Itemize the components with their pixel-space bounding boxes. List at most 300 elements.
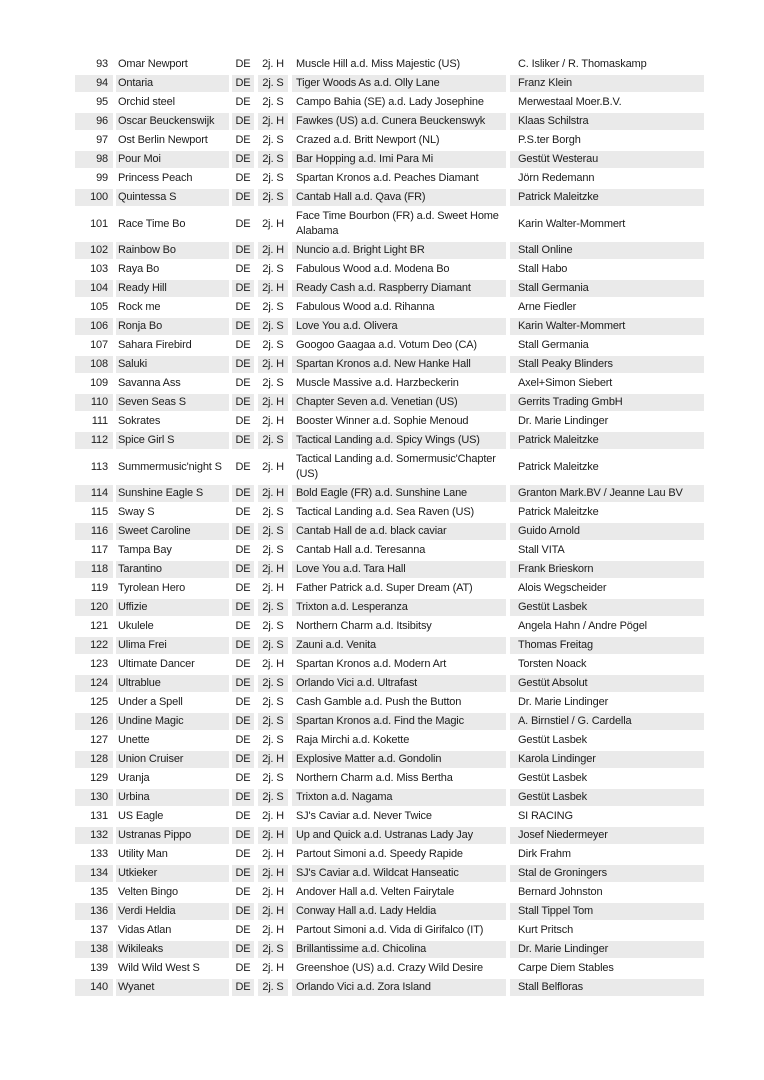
age-sex: 2j. S [258,75,288,92]
country-code: DE [235,263,251,275]
owner-breeder: Gestüt Lasbek [510,789,704,806]
country-code: DE [232,637,254,654]
age-sex: 2j. S [258,189,288,206]
horse-name: Ready Hill [116,280,229,297]
horse-name: Rainbow Bo [116,242,229,259]
row-number: 113 [90,460,108,473]
horse-name: Summermusic'night S [118,460,222,473]
pedigree: Bar Hopping a.d. Imi Para Mi [292,151,506,168]
row-number: 140 [75,979,113,996]
age-sex: 2j. H [258,561,288,578]
table-row [75,432,704,449]
row-number: 112 [75,432,113,449]
row-number: 130 [75,789,113,806]
pedigree: Up and Quick a.d. Ustranas Lady Jay [292,827,506,844]
table-row [75,413,704,430]
pedigree: Googoo Gaagaa a.d. Votum Deo (CA) [296,339,477,351]
owner-breeder: Patrick Maleitzke [518,506,599,518]
age-sex: 2j. H [262,460,284,473]
pedigree: Brillantissime a.d. Chicolina [292,941,506,958]
owner-breeder: Franz Klein [510,75,704,92]
horse-name: Utkieker [116,865,229,882]
pedigree: Crazed a.d. Britt Newport (NL) [296,134,440,146]
table-row [75,618,704,635]
owner-breeder: Bernard Johnston [518,886,603,898]
table-row [75,922,704,939]
pedigree: Tactical Landing a.d. Sea Raven (US) [296,506,475,518]
row-number: 121 [90,620,108,632]
country-code: DE [235,339,251,351]
country-code: DE [232,280,254,297]
row-number: 97 [96,134,108,146]
age-sex: 2j. S [258,713,288,730]
pedigree: Cantab Hall a.d. Qava (FR) [292,189,506,206]
age-sex: 2j. S [258,637,288,654]
horse-name: Sway S [118,506,155,518]
country-code: DE [235,962,251,974]
row-number: 94 [75,75,113,92]
owner-breeder: A. Birnstiel / G. Cardella [510,713,704,730]
owner-breeder: Stall Germania [510,280,704,297]
owner-breeder: Dr. Marie Lindinger [510,941,704,958]
pedigree: Fawkes (US) a.d. Cunera Beuckenswyk [292,113,506,130]
pedigree: Orlando Vici a.d. Ultrafast [292,675,506,692]
table-row [75,375,704,392]
country-code: DE [232,432,254,449]
pedigree: Zauni a.d. Venita [292,637,506,654]
pedigree: Spartan Kronos a.d. Peaches Diamant [296,172,479,184]
age-sex: 2j. H [262,886,284,898]
age-sex: 2j. S [258,151,288,168]
row-number: 117 [90,544,108,556]
table-row [75,770,704,787]
pedigree: Andover Hall a.d. Velten Fairytale [296,886,455,898]
table-row [75,865,704,882]
table-row [75,637,704,654]
owner-breeder: Carpe Diem Stables [518,962,614,974]
table-row [75,299,704,316]
row-number: 109 [90,377,108,389]
country-code: DE [232,941,254,958]
table-row [75,523,704,540]
row-number: 115 [90,506,108,518]
country-code: DE [235,582,251,594]
country-code: DE [235,217,251,230]
age-sex: 2j. S [258,675,288,692]
owner-breeder: Patrick Maleitzke [510,189,704,206]
age-sex: 2j. S [258,599,288,616]
pedigree: Cantab Hall a.d. Teresanna [296,544,426,556]
row-number: 120 [75,599,113,616]
horse-name: Ost Berlin Newport [118,134,208,146]
row-number: 133 [90,848,108,860]
age-sex: 2j. S [262,263,284,275]
horse-name: Undine Magic [116,713,229,730]
row-number: 128 [75,751,113,768]
table-row [75,884,704,901]
table-row [75,694,704,711]
age-sex: 2j. S [262,172,284,184]
age-sex: 2j. S [258,979,288,996]
pedigree: SJ's Caviar a.d. Wildcat Hanseatic [292,865,506,882]
country-code: DE [232,865,254,882]
age-sex: 2j. H [262,582,284,594]
table-row [75,94,704,111]
pedigree: Fabulous Wood a.d. Rihanna [296,301,435,313]
horse-name: Vidas Atlan [118,924,172,936]
table-row [75,132,704,149]
age-sex: 2j. H [258,865,288,882]
owner-breeder: Josef Niedermeyer [510,827,704,844]
row-number: 138 [75,941,113,958]
table-row [75,337,704,354]
pedigree: SJ's Caviar a.d. Never Twice [296,810,432,822]
pedigree: Father Patrick a.d. Super Dream (AT) [296,582,473,594]
horse-name: Omar Newport [118,58,188,70]
table-row [75,599,704,616]
pedigree: Spartan Kronos a.d. Find the Magic [292,713,506,730]
pedigree: Conway Hall a.d. Lady Heldia [292,903,506,920]
horse-name: Oscar Beuckenswijk [116,113,229,130]
horse-name: Ultimate Dancer [118,658,195,670]
table-row [75,394,704,411]
age-sex: 2j. H [262,217,284,230]
age-sex: 2j. S [258,523,288,540]
country-code: DE [232,713,254,730]
row-number: 105 [90,301,108,313]
table-row [75,261,704,278]
row-number: 101 [90,217,108,230]
horse-name: Wikileaks [116,941,229,958]
horse-name: Sokrates [118,415,161,427]
country-code: DE [232,561,254,578]
horse-name: Wyanet [116,979,229,996]
age-sex: 2j. S [258,941,288,958]
owner-breeder: Frank Brieskorn [510,561,704,578]
owner-breeder: Angela Hahn / Andre Pögel [518,620,647,632]
pedigree: Ready Cash a.d. Raspberry Diamant [292,280,506,297]
age-sex: 2j. S [262,772,284,784]
horse-name: Tampa Bay [118,544,172,556]
age-sex: 2j. H [262,924,284,936]
owner-breeder: Dr. Marie Lindinger [518,415,609,427]
country-code: DE [232,189,254,206]
horse-name: Wild Wild West S [118,962,200,974]
table-row [75,504,704,521]
row-number: 106 [75,318,113,335]
owner-breeder: Gestüt Absolut [510,675,704,692]
country-code: DE [232,485,254,502]
table-row [75,979,704,996]
country-code: DE [235,96,251,108]
horse-name: Quintessa S [116,189,229,206]
owner-breeder: Stall Habo [518,263,568,275]
age-sex: 2j. H [258,356,288,373]
pedigree: Tactical Landing a.d. Spicy Wings (US) [292,432,506,449]
country-code: DE [235,924,251,936]
table-row [75,580,704,597]
owner-breeder: Stall Belfloras [510,979,704,996]
country-code: DE [235,460,251,473]
horse-name: Under a Spell [118,696,183,708]
owner-breeder: Granton Mark.BV / Jeanne Lau BV [510,485,704,502]
pedigree: Chapter Seven a.d. Venetian (US) [292,394,506,411]
row-number: 136 [75,903,113,920]
pedigree: Northern Charm a.d. Itsibitsy [296,620,432,632]
age-sex: 2j. S [262,301,284,313]
horse-name: Tyrolean Hero [118,582,186,594]
owner-breeder: Alois Wegscheider [518,582,607,594]
row-number: 110 [75,394,113,411]
horse-name: Raya Bo [118,263,160,275]
row-number: 129 [90,772,108,784]
owner-breeder: Kurt Pritsch [518,924,574,936]
horse-name: Ronja Bo [116,318,229,335]
age-sex: 2j. H [258,280,288,297]
country-code: DE [235,772,251,784]
horse-name: Sahara Firebird [118,339,192,351]
country-code: DE [232,903,254,920]
table-row [75,561,704,578]
age-sex: 2j. S [262,620,284,632]
pedigree: Partout Simoni a.d. Vida di Girifalco (IT) [296,924,484,936]
horse-name: Princess Peach [118,172,193,184]
owner-breeder: Torsten Noack [518,658,587,670]
horse-name: Savanna Ass [118,377,181,389]
table-row [75,151,704,168]
owner-breeder: Arne Fiedler [518,301,577,313]
age-sex: 2j. H [258,394,288,411]
table-row [75,170,704,187]
country-code: DE [235,377,251,389]
age-sex: 2j. S [258,318,288,335]
owner-breeder: Stall Peaky Blinders [510,356,704,373]
horse-name: Unette [118,734,150,746]
owner-breeder: Gestüt Lasbek [518,734,587,746]
horse-entry-table [75,56,704,998]
country-code: DE [235,506,251,518]
pedigree: Campo Bahia (SE) a.d. Lady Josephine [296,96,484,108]
age-sex: 2j. S [262,96,284,108]
table-row [75,208,704,240]
age-sex: 2j. S [258,789,288,806]
row-number: 122 [75,637,113,654]
horse-name: Rock me [118,301,161,313]
age-sex: 2j. S [262,544,284,556]
country-code: DE [235,134,251,146]
owner-breeder: Karin Walter-Mommert [518,217,626,230]
age-sex: 2j. H [258,903,288,920]
owner-breeder: Patrick Maleitzke [510,432,704,449]
table-row [75,751,704,768]
horse-name: Pour Moi [116,151,229,168]
age-sex: 2j. H [262,415,284,427]
table-row [75,356,704,373]
country-code: DE [232,318,254,335]
age-sex: 2j. H [258,485,288,502]
pedigree: Greenshoe (US) a.d. Crazy Wild Desire [296,962,484,974]
table-row [75,242,704,259]
table-row [75,189,704,206]
pedigree: Bold Eagle (FR) a.d. Sunshine Lane [292,485,506,502]
row-number: 99 [96,172,108,184]
table-row [75,56,704,73]
pedigree: Orlando Vici a.d. Zora Island [292,979,506,996]
country-code: DE [235,172,251,184]
row-number: 127 [90,734,108,746]
country-code: DE [232,394,254,411]
row-number: 118 [75,561,113,578]
owner-breeder: Gerrits Trading GmbH [510,394,704,411]
row-number: 124 [75,675,113,692]
pedigree: Tactical Landing a.d. Somermusic'Chapter (US) [296,453,496,480]
owner-breeder: Stall Online [510,242,704,259]
owner-breeder: Gestüt Lasbek [518,772,587,784]
age-sex: 2j. S [262,696,284,708]
pedigree: Spartan Kronos a.d. New Hanke Hall [292,356,506,373]
country-code: DE [235,696,251,708]
horse-name: Ontaria [116,75,229,92]
age-sex: 2j. H [258,751,288,768]
row-number: 134 [75,865,113,882]
owner-breeder: Stall VITA [518,544,565,556]
country-code: DE [235,58,251,70]
country-code: DE [235,734,251,746]
owner-breeder: P.S.ter Borgh [518,134,581,146]
age-sex: 2j. H [262,58,284,70]
country-code: DE [232,789,254,806]
row-number: 107 [90,339,108,351]
row-number: 125 [90,696,108,708]
pedigree: Partout Simoni a.d. Speedy Rapide [296,848,463,860]
table-row [75,280,704,297]
age-sex: 2j. S [262,339,284,351]
country-code: DE [235,620,251,632]
table-row [75,941,704,958]
owner-breeder: Dirk Frahm [518,848,571,860]
owner-breeder: Gestüt Westerau [510,151,704,168]
age-sex: 2j. H [262,810,284,822]
row-number: 139 [90,962,108,974]
horse-name: Union Cruiser [116,751,229,768]
table-row [75,542,704,559]
row-number: 132 [75,827,113,844]
row-number: 116 [75,523,113,540]
owner-breeder: Axel+Simon Siebert [518,377,613,389]
horse-name: Sunshine Eagle S [116,485,229,502]
horse-name: Seven Seas S [116,394,229,411]
country-code: DE [232,523,254,540]
table-row [75,113,704,130]
pedigree: Muscle Massive a.d. Harzbeckerin [296,377,459,389]
age-sex: 2j. S [262,134,284,146]
country-code: DE [235,301,251,313]
age-sex: 2j. S [262,506,284,518]
table-row [75,732,704,749]
age-sex: 2j. H [262,658,284,670]
horse-name: Ulima Frei [116,637,229,654]
row-number: 98 [75,151,113,168]
country-code: DE [232,75,254,92]
horse-name: Ustranas Pippo [116,827,229,844]
horse-name: Tarantino [116,561,229,578]
horse-name: Velten Bingo [118,886,178,898]
row-number: 102 [75,242,113,259]
age-sex: 2j. H [262,962,284,974]
owner-breeder: Karola Lindinger [510,751,704,768]
country-code: DE [235,848,251,860]
pedigree: Trixton a.d. Lesperanza [292,599,506,616]
country-code: DE [232,751,254,768]
horse-name: Sweet Caroline [116,523,229,540]
owner-breeder: Stal de Groningers [510,865,704,882]
pedigree: Northern Charm a.d. Miss Bertha [296,772,453,784]
horse-name: Ultrablue [116,675,229,692]
owner-breeder: Merwestaal Moer.B.V. [518,96,622,108]
row-number: 119 [90,582,108,594]
horse-name: Utility Man [118,848,168,860]
horse-table-body [75,56,704,996]
age-sex: 2j. H [262,848,284,860]
row-number: 135 [90,886,108,898]
owner-breeder: Guido Arnold [510,523,704,540]
age-sex: 2j. S [258,432,288,449]
pedigree: Raja Mirchi a.d. Kokette [296,734,410,746]
owner-breeder: C. Isliker / R. Thomaskamp [518,58,647,70]
owner-breeder: Stall Germania [518,339,589,351]
country-code: DE [232,675,254,692]
owner-breeder: Thomas Freitag [510,637,704,654]
country-code: DE [232,356,254,373]
age-sex: 2j. S [262,734,284,746]
owner-breeder: Stall Tippel Tom [510,903,704,920]
owner-breeder: Karin Walter-Mommert [510,318,704,335]
country-code: DE [232,113,254,130]
row-number: 137 [90,924,108,936]
pedigree: Love You a.d. Olivera [292,318,506,335]
pedigree: Tiger Woods As a.d. Olly Lane [292,75,506,92]
horse-name: Verdi Heldia [116,903,229,920]
pedigree: Face Time Bourbon (FR) a.d. Sweet Home Alabama [296,210,499,237]
country-code: DE [235,810,251,822]
pedigree: Explosive Matter a.d. Gondolin [292,751,506,768]
table-row [75,789,704,806]
table-row [75,960,704,977]
owner-breeder: Dr. Marie Lindinger [518,696,609,708]
row-number: 96 [75,113,113,130]
table-row [75,827,704,844]
table-row [75,485,704,502]
horse-name: Race Time Bo [118,217,186,230]
row-number: 114 [75,485,113,502]
country-code: DE [235,544,251,556]
pedigree: Fabulous Wood a.d. Modena Bo [296,263,450,275]
row-number: 108 [75,356,113,373]
row-number: 104 [75,280,113,297]
country-code: DE [232,979,254,996]
pedigree: Spartan Kronos a.d. Modern Art [296,658,447,670]
row-number: 123 [90,658,108,670]
table-row [75,318,704,335]
pedigree: Trixton a.d. Nagama [292,789,506,806]
owner-breeder: Jörn Redemann [518,172,595,184]
table-row [75,903,704,920]
country-code: DE [235,415,251,427]
country-code: DE [232,599,254,616]
age-sex: 2j. H [258,827,288,844]
row-number: 126 [75,713,113,730]
country-code: DE [232,242,254,259]
